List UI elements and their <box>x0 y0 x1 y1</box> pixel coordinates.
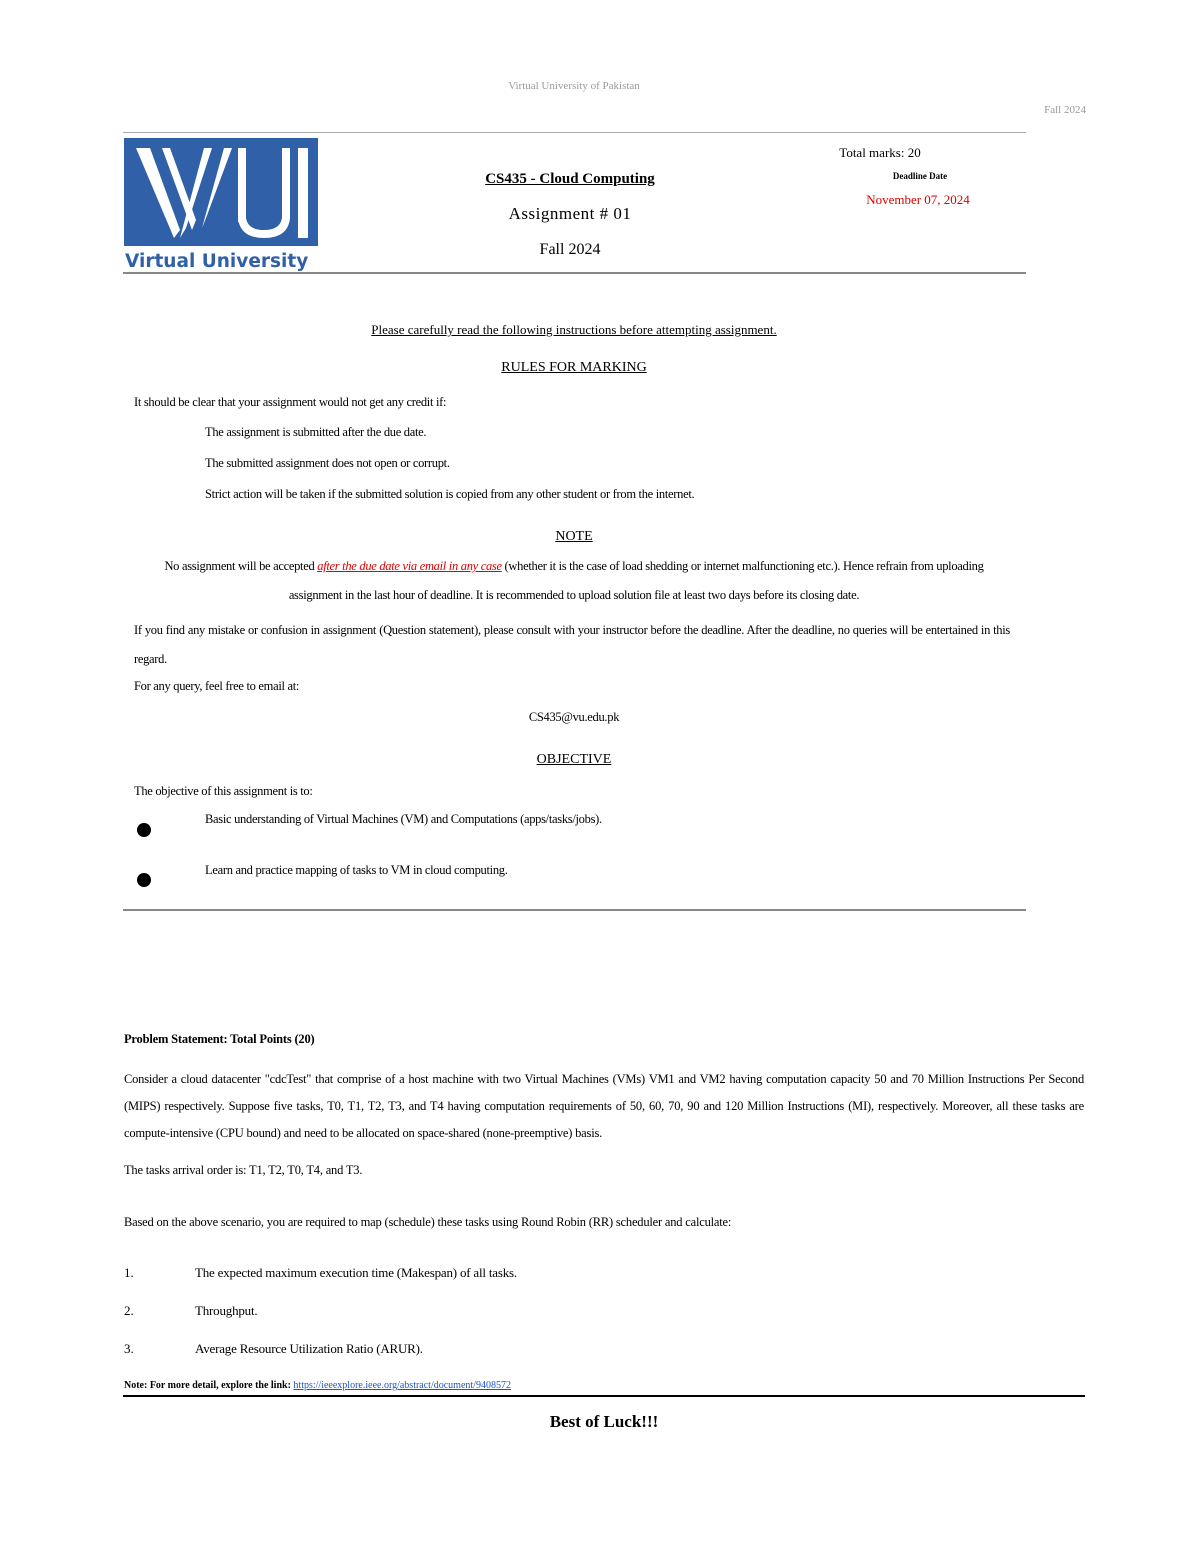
note-line-2: assignment in the last hour of deadline. It is recommended to upload solution file at least two days before its closing date. <box>288 588 860 602</box>
running-header-semester: Fall 2024 <box>1044 104 1086 116</box>
vu-logo <box>124 138 318 272</box>
objective-intro: The objective of this assignment is to: <box>134 784 313 798</box>
note-paragraph: If you find any mistake or confusion in assignment (Question statement), please consult with your instructor before the deadline. After the deadline, no queries will be entertained in this regard. <box>134 623 1010 666</box>
note-text: No assignment will be accepted <box>164 559 318 573</box>
rule-item: The submitted assignment does not open or corrupt. <box>205 456 450 470</box>
rule-item: The assignment is submitted after the due date. <box>205 425 427 439</box>
scenario-text: Based on the above scenario, you are required to map (schedule) these tasks using Round Robin (RR) scheduler and calculate: <box>124 1215 732 1229</box>
arrival-order: The tasks arrival order is: T1, T2, T0, T4, and T3. <box>124 1163 363 1177</box>
query-line: For any query, feel free to email at: <box>134 679 300 693</box>
rule-item: Strict action will be taken if the submitted solution is copied from any other student or from the internet. <box>205 487 695 501</box>
rules-intro: It should be clear that your assignment would not get any credit if: <box>134 395 447 409</box>
running-header: Virtual University of Pakistan <box>508 80 640 92</box>
objective-heading: OBJECTIVE <box>536 752 612 767</box>
problem-paragraph: Consider a cloud datacenter "cdcTest" that comprise of a host machine with two Virtual Machines (VMs) VM1 and VM2 having computation capacity 50 and 70 Million Instructions Per Second (MIPS) respectively. Suppose five tasks, T0, T1, T2, T3, and T4 having computation requirements of 50, 60, 70, 90 and 120 Million Instructions (MI), respectively. Moreover, all these tasks are compute-intensive (CPU bound) and need to be allocated on space-shared (none-preemptive) basis. <box>124 1072 1084 1140</box>
footer-rule <box>123 1395 1085 1397</box>
note-emphasis: after the due date via email in any case <box>317 559 502 573</box>
header-bottom-rule <box>123 272 1026 274</box>
reference-note <box>124 1380 511 1391</box>
total-marks: Total marks: 20 <box>839 145 921 160</box>
task-item: Average Resource Utilization Ratio (ARUR). <box>195 1341 423 1356</box>
reference-link[interactable]: https://ieeexplore.ieee.org/abstract/document/9408572 <box>293 1380 511 1391</box>
logo-text: Virtual University <box>125 251 309 272</box>
instructions-banner: Please carefully read the following instructions before attempting assignment. <box>371 322 777 337</box>
rules-heading: RULES FOR MARKING <box>501 360 647 375</box>
list-number: 3. <box>124 1341 134 1356</box>
contact-email: CS435@vu.edu.pk <box>528 710 620 724</box>
section-rule <box>123 909 1026 911</box>
reference-label: Note: For more detail, explore the link: <box>124 1380 291 1391</box>
task-item: The expected maximum execution time (Makespan) of all tasks. <box>195 1265 517 1280</box>
note-line-1 <box>120 559 1028 574</box>
deadline-date: November 07, 2024 <box>866 192 970 207</box>
note-heading: NOTE <box>555 529 593 544</box>
bullet-icon <box>137 823 151 837</box>
deadline-label: Deadline Date <box>892 171 948 181</box>
bullet-icon <box>137 873 151 887</box>
list-number: 2. <box>124 1303 134 1318</box>
header-top-rule <box>123 132 1026 133</box>
list-number: 1. <box>124 1265 134 1280</box>
assignment-number: Assignment # 01 <box>508 204 632 223</box>
task-item: Throughput. <box>195 1303 258 1318</box>
note-text: (whether it is the case of load shedding or internet malfunctioning etc.). Hence refrain from uploading <box>501 559 984 573</box>
objective-item: Learn and practice mapping of tasks to VM in cloud computing. <box>205 863 508 877</box>
closing-message: Best of Luck!!! <box>549 1412 659 1431</box>
problem-title: Problem Statement: Total Points (20) <box>124 1032 315 1046</box>
course-title: CS435 - Cloud Computing <box>485 171 655 187</box>
semester: Fall 2024 <box>539 241 601 258</box>
objective-item: Basic understanding of Virtual Machines (VM) and Computations (apps/tasks/jobs). <box>205 812 602 826</box>
